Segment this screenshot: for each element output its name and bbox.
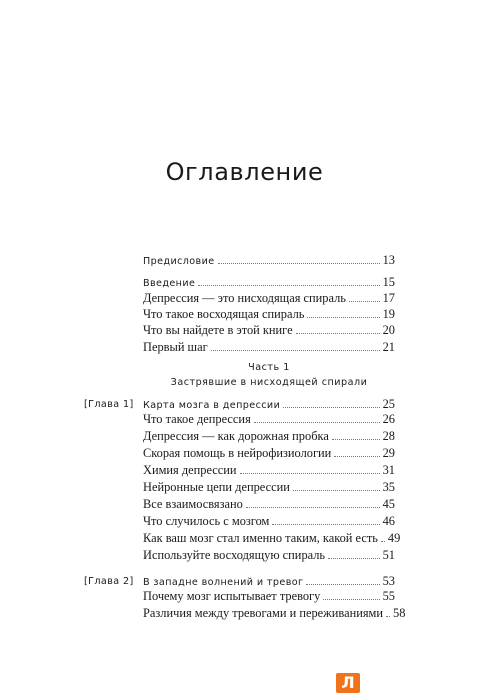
dot-leader xyxy=(334,456,379,457)
page-title: Оглавление xyxy=(165,158,324,186)
toc-page-number: 20 xyxy=(382,323,395,337)
dot-leader xyxy=(246,507,380,508)
toc-page-number: 21 xyxy=(382,340,395,354)
toc-page-number: 25 xyxy=(382,397,395,411)
toc-entry-label: Первый шаг xyxy=(143,340,208,354)
toc-entry-label: Что такое депрессия xyxy=(143,412,251,426)
toc-entry-label: Почему мозг испытывает тревогу xyxy=(143,589,321,603)
dot-leader xyxy=(198,285,379,286)
toc-entry[interactable] xyxy=(143,531,401,546)
dot-leader xyxy=(293,490,380,491)
toc-page-number: 28 xyxy=(382,429,395,443)
toc-page-number: 49 xyxy=(387,531,401,545)
dot-leader xyxy=(218,263,380,264)
toc-entry-label: Как ваш мозг стал именно таким, какой есть xyxy=(143,531,378,545)
toc-entry-label: Что случилось с мозгом xyxy=(143,514,270,528)
chapter-tag: [Глава 2] xyxy=(84,576,134,587)
toc-entry[interactable] xyxy=(143,497,395,512)
toc-entry[interactable] xyxy=(143,429,395,444)
toc-chapter-title[interactable] xyxy=(143,397,395,413)
toc-entry[interactable] xyxy=(143,606,406,621)
toc-page-number: 46 xyxy=(382,514,395,528)
dot-leader xyxy=(381,541,385,542)
dot-leader xyxy=(386,616,390,617)
toc-entry-label: Скорая помощь в нейрофизиологии xyxy=(143,446,332,460)
toc-page-number: 15 xyxy=(382,275,395,289)
toc-page-number: 26 xyxy=(382,412,395,426)
toc-entry[interactable] xyxy=(143,340,395,355)
toc-entry-label: Предисловие xyxy=(143,256,215,267)
toc-entry-label: Что такое восходящая спираль xyxy=(143,307,305,321)
toc-entry[interactable] xyxy=(143,480,395,495)
dot-leader xyxy=(323,599,379,600)
toc-entry-label: Все взаимосвязано xyxy=(143,497,243,511)
part-title: Застрявшие в нисходящей спирали xyxy=(170,377,368,388)
chapter-tag: [Глава 1] xyxy=(84,399,134,410)
toc-page-number: 31 xyxy=(382,463,395,477)
toc-entry[interactable] xyxy=(143,291,395,306)
toc-page-number: 55 xyxy=(382,589,395,603)
toc-entry[interactable] xyxy=(143,323,395,338)
toc-entry[interactable] xyxy=(143,463,395,478)
part-number: Часть 1 xyxy=(248,362,290,373)
toc-chapter-title[interactable] xyxy=(143,574,395,590)
toc-entry-preface[interactable] xyxy=(143,253,395,269)
toc-entry-label: Различия между тревогами и переживаниями xyxy=(143,606,383,620)
dot-leader xyxy=(307,317,379,318)
dot-leader xyxy=(332,439,380,440)
toc-entry[interactable] xyxy=(143,589,395,604)
dot-leader xyxy=(349,301,380,302)
toc-page-number: 45 xyxy=(382,497,395,511)
publisher-logo-icon: Л xyxy=(336,673,360,693)
dot-leader xyxy=(211,350,380,351)
toc-entry[interactable] xyxy=(143,548,395,563)
toc-entry-label: Введение xyxy=(143,278,196,289)
toc-page-number: 51 xyxy=(382,548,395,562)
dot-leader xyxy=(240,473,380,474)
dot-leader xyxy=(254,422,380,423)
toc-entry-label: Химия депрессии xyxy=(143,463,237,477)
toc-page-number: 19 xyxy=(382,307,395,321)
toc-entry-label: Используйте восходящую спираль xyxy=(143,548,326,562)
dot-leader xyxy=(272,524,379,525)
toc-entry-label: Нейронные цепи депрессии xyxy=(143,480,290,494)
toc-page-number: 35 xyxy=(382,480,395,494)
toc-entry[interactable] xyxy=(143,514,395,529)
toc-entry-label: Депрессия — это нисходящая спираль xyxy=(143,291,346,305)
toc-entry[interactable] xyxy=(143,307,395,322)
toc-entry-label: В западне волнений и тревог xyxy=(143,577,304,588)
toc-page-number: 17 xyxy=(382,291,395,305)
toc-page-number: 58 xyxy=(393,606,406,620)
toc-entry-label: Карта мозга в депрессии xyxy=(143,400,281,411)
toc-page-number: 13 xyxy=(382,253,395,267)
toc-entry[interactable] xyxy=(143,412,395,427)
dot-leader xyxy=(296,333,380,334)
toc-page-number: 29 xyxy=(382,446,395,460)
toc-entry-label: Депрессия — как дорожная пробка xyxy=(143,429,329,443)
dot-leader xyxy=(306,584,379,585)
dot-leader xyxy=(283,407,379,408)
dot-leader xyxy=(328,558,380,559)
toc-entry[interactable] xyxy=(143,446,395,461)
toc-page-number: 53 xyxy=(382,574,395,588)
toc-entry-label: Что вы найдете в этой книге xyxy=(143,323,293,337)
toc-entry-introduction[interactable] xyxy=(143,275,395,291)
